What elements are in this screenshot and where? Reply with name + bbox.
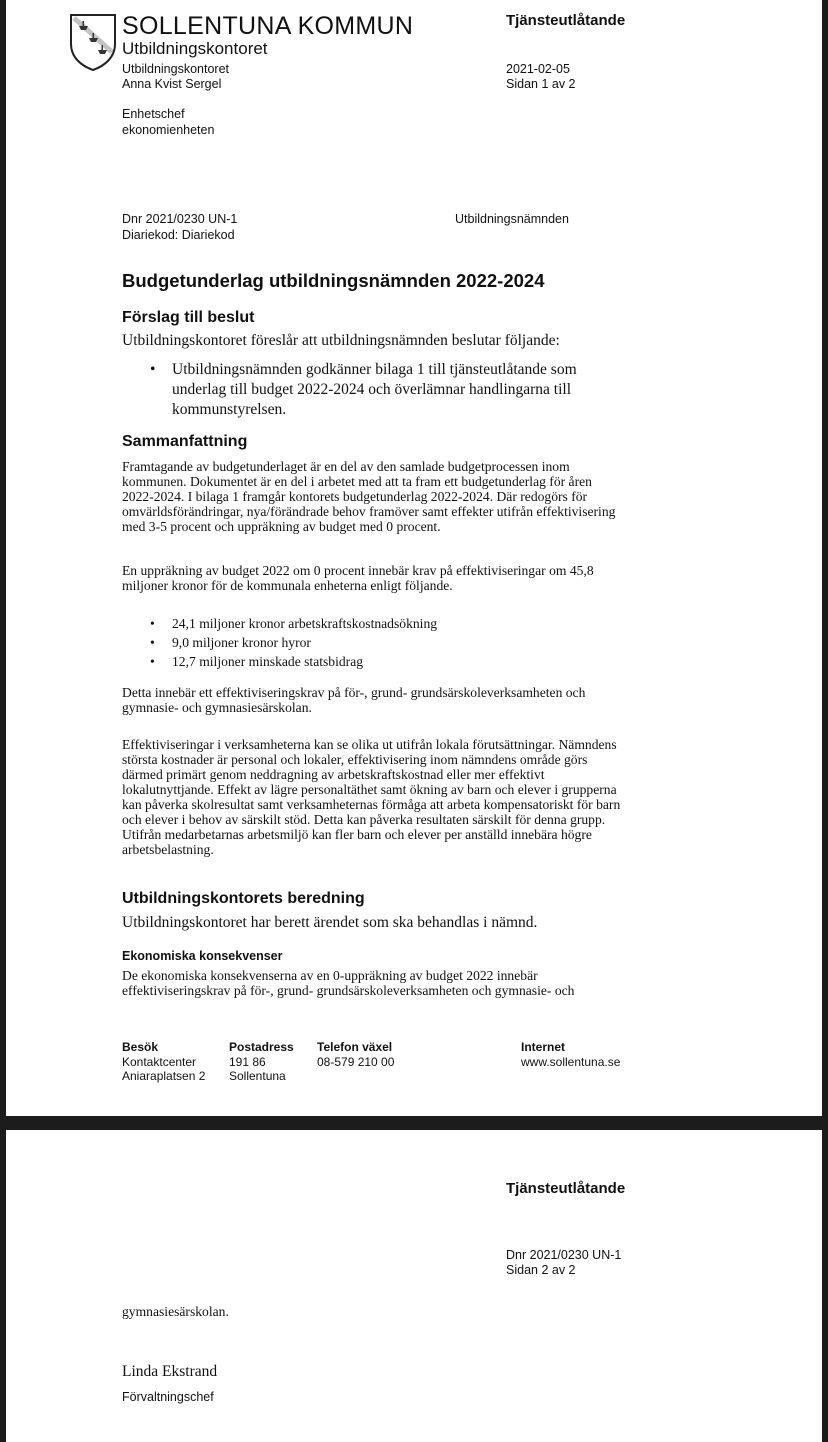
preparation-text: Utbildningskontoret har berett ärendet som ska behandlas i nämnd. [122,914,538,931]
org-name: SOLLENTUNA KOMMUN [122,12,414,40]
footer-phone-label: Telefon växel [317,1040,393,1054]
sender-title-line2: ekonomienheten [122,123,215,137]
footer-visit-line1: Kontaktcenter [122,1054,197,1069]
proposal-list [146,360,616,420]
recipient: Utbildningsnämnden [455,212,569,226]
sender-person: Anna Kvist Sergel [122,77,222,91]
document-page-1 [6,0,822,1116]
summary-paragraph-3: Detta innebär ett effektiviseringskrav på för-, grund- grundsärskoleverksamheten och gymnasie- och gymnasiesärskolan. [122,685,586,715]
document-type: Tjänsteutlåtande [506,12,626,29]
list-item: • 12,7 miljoner minskade statsbidrag [146,652,616,671]
list-item: • 24,1 miljoner kronor arbetskraftskostnadsökning [146,614,616,633]
signer-title: Förvaltningschef [122,1390,214,1404]
economic-text: De ekonomiska konsekvenserna av en 0-uppräkning av budget 2022 innebär effektiviseringskrav på för-, grund- grundsärskoleverksamheten och gymnasie- och [122,968,575,998]
document-date: 2021-02-05 [506,62,570,76]
footer-visit [122,1040,205,1084]
page-number: Sidan 1 av 2 [506,77,576,91]
document-page-2 [6,1130,822,1442]
diary-number: Dnr 2021/0230 UN-1 [506,1248,622,1262]
summary-list [146,614,616,671]
summary-paragraph-4: Effektiviseringar i verksamheterna kan se olika ut utifrån lokala förutsättningar. Nämndens största kostnader är personal och lokaler, effektivisering inom nämndens område görs därmed primärt genom neddragning av arbetskraftskostnad eller mer effektivt lokalutnyttjande. Effekt av lägre personaltäthet samt ökning av barn och elever i grupperna kan påverka skolresultat samt verksamheternas förmåga att arbeta kompensatoriskt för barn och elever i behov av särskilt stöd. Detta kan påverka resultaten särskilt för denna grupp. Utifrån medarbetarnas arbetsmiljö kan fler barn och elever per anställd innebära högre arbetsbelastning. [122,737,621,857]
footer-visit-line2: Aniaraplatsen 2 [122,1069,206,1083]
page-number: Sidan 2 av 2 [506,1263,576,1277]
summary-paragraph-1: Framtagande av budgetunderlaget är en del av den samlade budgetprocessen inom kommunen. Dokumentet är en del i arbetet med att ta fram ett budgetunderlag för åren 2022-2024. I bilaga 1 framgår kontorets budgetunderlag 2022-2024. Där redogörs för omvärldsförändringar, nya/förändrade behov framöver samt effekter utifrån effektivisering med 3-5 procent och uppräkning av budget med 0 procent. [122,459,616,534]
org-unit: Utbildningskontoret [122,39,268,58]
footer-visit-label: Besök [122,1040,159,1054]
preparation-heading: Utbildningskontorets beredning [122,890,365,907]
sender-title-line1: Enhetschef [122,107,185,121]
footer-post-label: Postadress [229,1040,294,1054]
diary-number: Dnr 2021/0230 UN-1 [122,212,238,226]
footer-web-label: Internet [521,1040,566,1054]
list-item: • 9,0 miljoner kronor hyror [146,633,616,652]
footer-post-line1: 191 86 [229,1054,266,1069]
footer-post [229,1040,294,1084]
diary-code: Diariekod: Diariekod [122,228,235,242]
document-type: Tjänsteutlåtande [506,1180,626,1197]
list-item: • Utbildningsnämnden godkänner bilaga 1 till tjänsteutlåtande som underlag till budget 2022-2024 och överlämnar handlingarna till kommunstyrelsen. [146,360,616,420]
footer-web-line1[interactable]: www.sollentuna.se [521,1054,621,1069]
footer-web [521,1040,620,1069]
summary-heading: Sammanfattning [122,433,248,450]
sender-office: Utbildningskontoret [122,62,230,76]
continuation-text: gymnasiesärskolan. [122,1304,229,1319]
coat-of-arms-logo [68,12,118,72]
summary-paragraph-2: En uppräkning av budget 2022 om 0 procent innebär krav på effektiviseringar om 45,8 miljoner kronor för de kommunala enheterna enligt följande. [122,563,594,593]
proposal-heading: Förslag till beslut [122,309,255,326]
footer-phone-line1: 08-579 210 00 [317,1054,395,1069]
economic-heading: Ekonomiska konsekvenser [122,949,283,963]
footer-post-line2: Sollentuna [229,1069,286,1083]
document-title: Budgetunderlag utbildningsnämnden 2022-2024 [122,270,545,291]
proposal-intro: Utbildningskontoret föreslår att utbildningsnämnden beslutar följande: [122,332,560,349]
footer-phone [317,1040,394,1069]
signer-name: Linda Ekstrand [122,1363,218,1380]
